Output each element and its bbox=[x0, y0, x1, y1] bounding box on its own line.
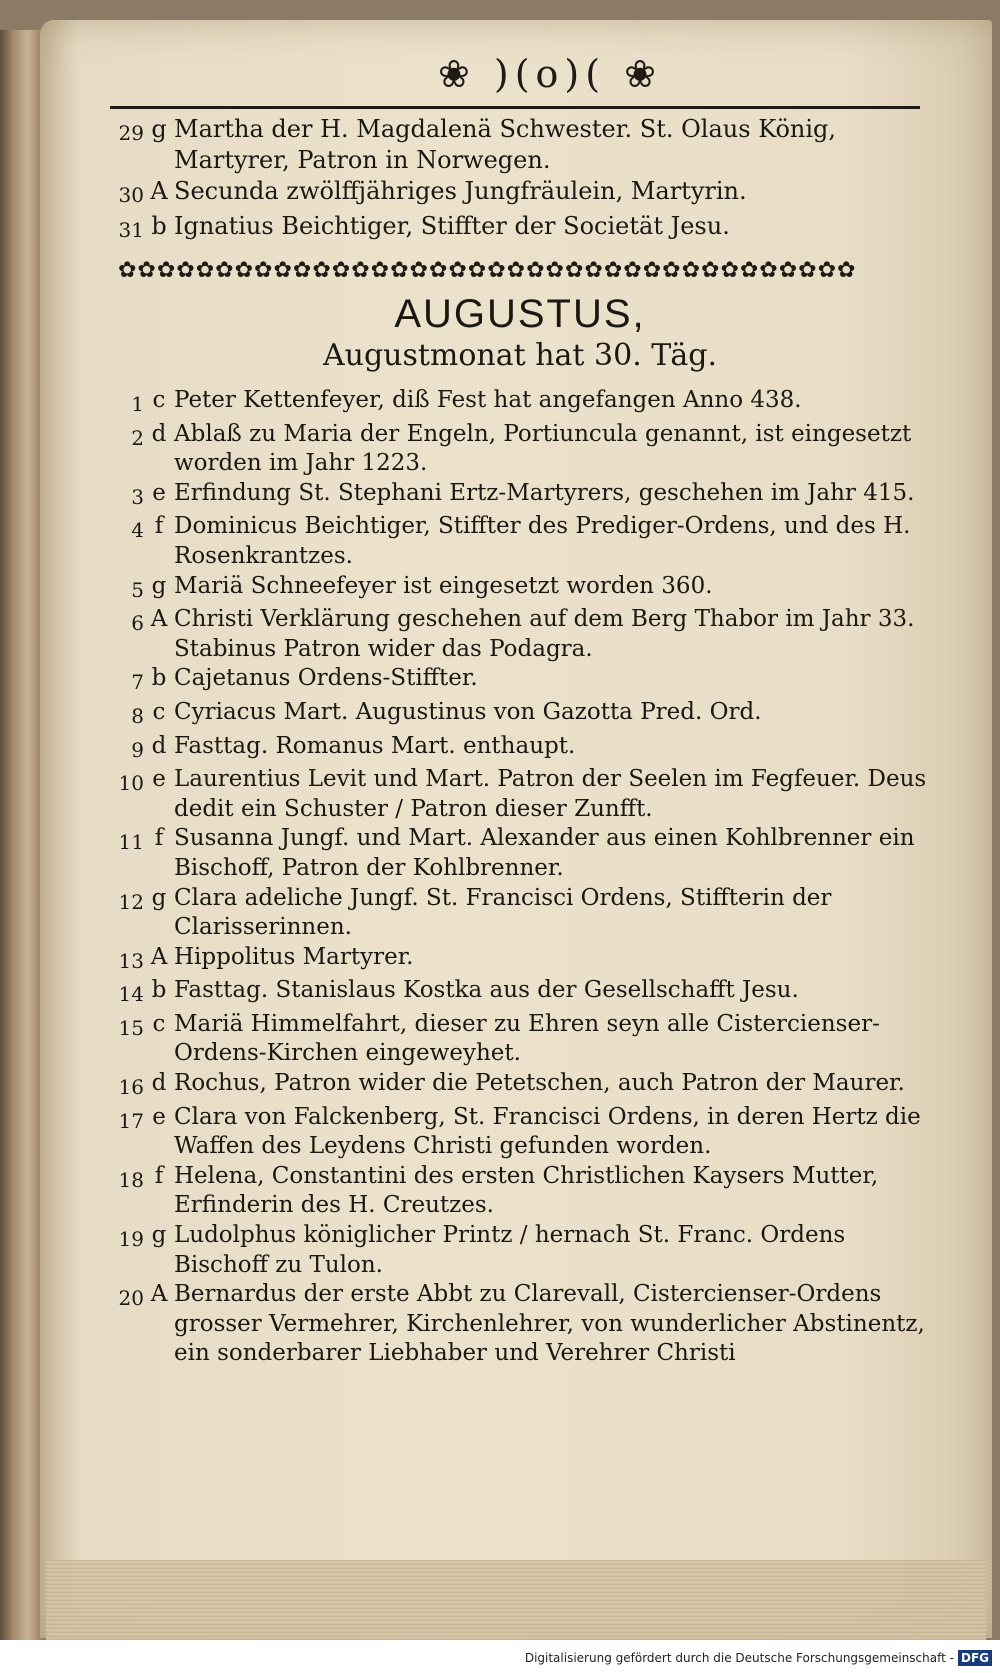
entry-text: Dominicus Beichtiger, Stiffter des Prediger-Ordens, und des H. Rosenkrantzes. bbox=[174, 513, 911, 569]
dominical-letter: g bbox=[151, 115, 167, 143]
day-number: 13 bbox=[118, 948, 144, 973]
entry-row bbox=[110, 479, 930, 513]
entry-text: Fasttag. Romanus Mart. enthaupt. bbox=[174, 732, 576, 759]
entry-text: Rochus, Patron wider die Petetschen, auch Patron der Maurer. bbox=[174, 1070, 905, 1097]
entry-text: Erfindung St. Stephani Ertz-Martyrers, geschehen im Jahr 415. bbox=[174, 479, 915, 506]
entry-text: Ignatius Beichtiger, Stiffter der Societät Jesu. bbox=[174, 212, 730, 240]
page-edges bbox=[46, 1560, 986, 1640]
top-entries bbox=[110, 114, 930, 246]
entry-row bbox=[110, 824, 930, 883]
header-ornament: ❀ )(o)( ❀ bbox=[437, 52, 663, 96]
entry-row bbox=[110, 1010, 930, 1069]
day-number: 20 bbox=[118, 1286, 144, 1311]
entry-text: Mariä Himmelfahrt, dieser zu Ehren seyn alle Cistercienser-Ordens-Kirchen eingeweyhet. bbox=[174, 1010, 880, 1067]
entry-text: Clara adeliche Jungf. St. Francisci Ordens, Stiffterin der Clarisserinnen. bbox=[174, 884, 832, 941]
entry-row bbox=[110, 512, 930, 571]
day-number: 16 bbox=[118, 1075, 144, 1100]
day-number: 3 bbox=[131, 484, 144, 509]
day-number: 12 bbox=[118, 889, 144, 914]
entry-text: Clara von Falckenberg, St. Francisci Ordens, in deren Hertz die Waffen des Leydens Christi gefunden worden. bbox=[174, 1103, 921, 1160]
entry-row bbox=[110, 664, 930, 698]
entry-row bbox=[110, 1069, 930, 1103]
entry-text: Secunda zwölffjähriges Jungfräulein, Martyrin. bbox=[174, 177, 747, 205]
dominical-letter: g bbox=[151, 1222, 167, 1249]
entry-row bbox=[110, 884, 930, 943]
entry-text: Christi Verklärung geschehen auf dem Berg Thabor im Jahr 33. Stabinus Patron wider das Podagra. bbox=[174, 606, 915, 662]
entry-row bbox=[110, 1162, 930, 1221]
entry-row bbox=[110, 386, 930, 420]
credit-text: Digitalisierung gefördert durch die Deutsche Forschungsgemeinschaft - bbox=[524, 1651, 954, 1665]
dominical-letter: d bbox=[151, 1070, 167, 1097]
dominical-letter: f bbox=[154, 513, 164, 540]
day-number: 9 bbox=[131, 737, 144, 762]
digitization-credit bbox=[0, 1644, 1000, 1673]
dominical-letter: A bbox=[150, 1281, 168, 1308]
entry-row bbox=[110, 420, 930, 479]
dominical-letter: b bbox=[151, 665, 167, 692]
entry-row bbox=[110, 572, 930, 606]
day-number: 18 bbox=[118, 1167, 144, 1192]
day-number: 30 bbox=[118, 183, 144, 207]
entry-row bbox=[110, 943, 930, 977]
day-number: 7 bbox=[131, 670, 144, 695]
dominical-letter: d bbox=[151, 420, 167, 447]
dominical-letter: f bbox=[154, 825, 164, 852]
entry-row bbox=[110, 1103, 930, 1162]
day-number: 8 bbox=[131, 703, 144, 728]
entry-row bbox=[110, 1221, 930, 1280]
dominical-letter: e bbox=[152, 479, 166, 506]
day-number: 10 bbox=[118, 771, 144, 796]
dominical-letter: c bbox=[152, 387, 166, 413]
day-number: 17 bbox=[118, 1108, 144, 1133]
dominical-letter: e bbox=[152, 1103, 166, 1130]
entry-row bbox=[110, 211, 930, 246]
header-rule bbox=[110, 106, 920, 109]
dominical-letter: c bbox=[152, 1010, 166, 1037]
dominical-letter: A bbox=[150, 177, 168, 205]
entry-text: Cajetanus Ordens-Stiffter. bbox=[174, 665, 478, 692]
entry-row bbox=[110, 1280, 930, 1369]
dominical-letter: c bbox=[152, 698, 166, 725]
dominical-letter: A bbox=[150, 606, 168, 633]
day-number: 5 bbox=[131, 577, 144, 602]
entry-text: Helena, Constantini des ersten Christlichen Kaysers Mutter, Erfinderin des H. Creutzes. bbox=[174, 1162, 879, 1219]
entry-text: Ablaß zu Maria der Engeln, Portiuncula genannt, ist eingesetzt worden im Jahr 1223. bbox=[174, 420, 912, 477]
entry-text: Bernardus der erste Abbt zu Clarevall, Cistercienser-Ordens grosser Vermehrer, Kirchenlehrer, von wunderlicher Abstinentz, ein sonderbarer Liebhaber und Verehrer Christi bbox=[174, 1281, 925, 1367]
august-entries bbox=[110, 386, 930, 1369]
day-number: 4 bbox=[131, 518, 144, 543]
entry-text: Laurentius Levit und Mart. Patron der Seelen im Fegfeuer. Deus dedit ein Schuster / Patron dieser Zunfft. bbox=[174, 766, 927, 822]
entry-text: Susanna Jungf. und Mart. Alexander aus einen Kohlbrenner ein Bischoff, Patron der Kohlbrenner. bbox=[174, 825, 915, 881]
dominical-letter: g bbox=[151, 884, 167, 911]
day-number: 31 bbox=[118, 218, 144, 242]
dominical-letter: b bbox=[151, 212, 167, 240]
entry-row bbox=[110, 976, 930, 1010]
ornament-divider: ✿✿✿✿✿✿✿✿✿✿✿✿✿✿✿✿✿✿✿✿✿✿✿✿✿✿✿✿✿✿✿✿✿✿✿✿✿✿ bbox=[118, 258, 857, 283]
entry-row bbox=[110, 765, 930, 824]
day-number: 15 bbox=[118, 1015, 144, 1040]
day-number: 14 bbox=[118, 982, 144, 1007]
dominical-letter: b bbox=[151, 977, 167, 1004]
month-title: AUGUSTUS, bbox=[394, 292, 646, 336]
entry-text: Martha der H. Magdalenä Schwester. St. Olaus König, Martyrer, Patron in Norwegen. bbox=[174, 115, 837, 174]
entry-text: Fasttag. Stanislaus Kostka aus der Gesellschafft Jesu. bbox=[174, 977, 799, 1004]
dominical-letter: g bbox=[151, 572, 167, 599]
dominical-letter: e bbox=[152, 766, 166, 793]
dominical-letter: d bbox=[151, 732, 167, 759]
entry-text: Peter Kettenfeyer, diß Fest hat angefangen Anno 438. bbox=[174, 387, 802, 413]
dominical-letter: f bbox=[154, 1162, 164, 1189]
entry-row bbox=[110, 114, 930, 176]
day-number: 2 bbox=[131, 425, 144, 450]
day-number: 11 bbox=[118, 830, 144, 855]
entry-row bbox=[110, 176, 930, 211]
entry-row bbox=[110, 698, 930, 732]
entry-row bbox=[110, 605, 930, 664]
entry-text: Cyriacus Mart. Augustinus von Gazotta Pred. Ord. bbox=[174, 698, 762, 725]
entry-text: Hippolitus Martyrer. bbox=[174, 943, 414, 970]
day-number: 6 bbox=[131, 611, 144, 636]
entry-row bbox=[110, 732, 930, 766]
dominical-letter: A bbox=[150, 943, 168, 970]
day-number: 19 bbox=[118, 1227, 144, 1252]
day-number: 29 bbox=[118, 121, 144, 145]
entry-text: Ludolphus königlicher Printz / hernach St. Franc. Ordens Bischoff zu Tulon. bbox=[174, 1222, 846, 1278]
month-subtitle: Augustmonat hat 30. Täg. bbox=[322, 338, 718, 373]
entry-text: Mariä Schneefeyer ist eingesetzt worden 360. bbox=[174, 572, 713, 599]
day-number: 1 bbox=[131, 392, 144, 416]
dfg-logo: DFG bbox=[958, 1650, 992, 1666]
